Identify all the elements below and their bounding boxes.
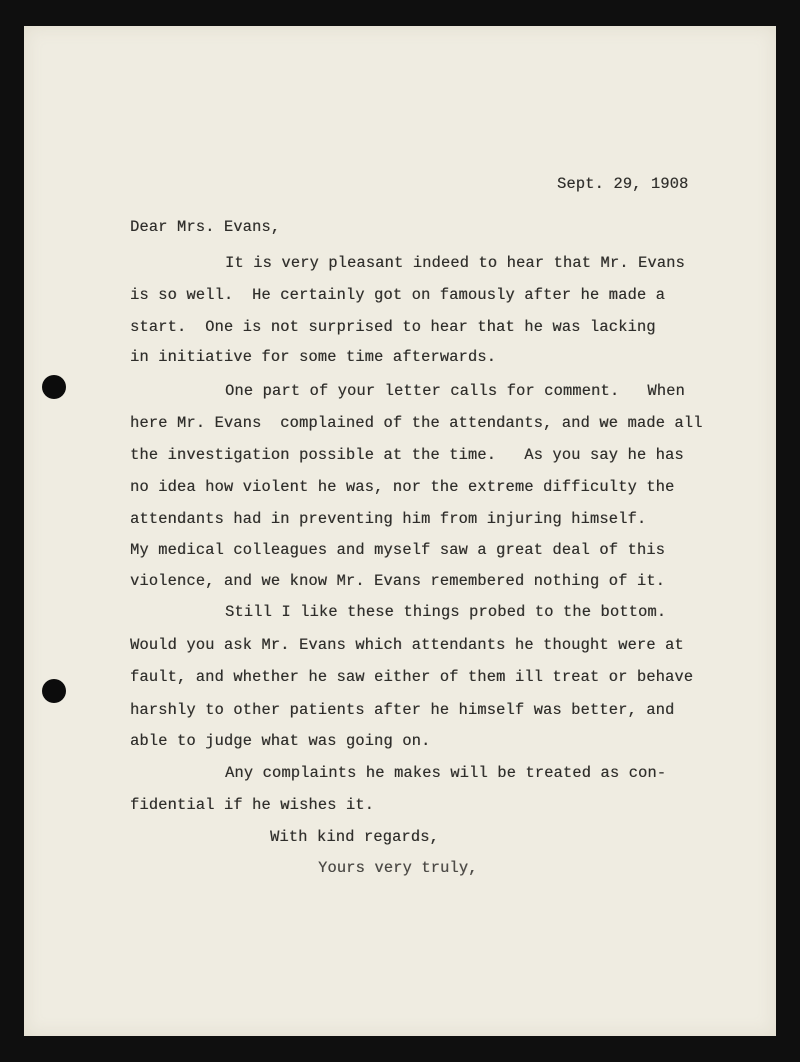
letter-line: violence, and we know Mr. Evans remembered nothing of it. [130, 572, 665, 590]
punch-hole [42, 375, 66, 399]
letter-line: Would you ask Mr. Evans which attendants he thought were at [130, 636, 684, 654]
letter-salutation: Dear Mrs. Evans, [130, 218, 281, 236]
letter-signoff: Yours very truly, [318, 859, 478, 877]
letter-line: here Mr. Evans complained of the attendants, and we made all [130, 414, 703, 432]
letter-line: able to judge what was going on. [130, 732, 431, 750]
letter-line: attendants had in preventing him from injuring himself. [130, 510, 647, 528]
letter-closing: With kind regards, [270, 828, 439, 846]
letter-line: One part of your letter calls for comment. When [225, 382, 685, 400]
letter-line: is so well. He certainly got on famously after he made a [130, 286, 665, 304]
letter-line: My medical colleagues and myself saw a great deal of this [130, 541, 665, 559]
letter-line: fault, and whether he saw either of them ill treat or behave [130, 668, 694, 686]
letter-line: the investigation possible at the time. As you say he has [130, 446, 684, 464]
letter-line: Any complaints he makes will be treated as con- [225, 764, 667, 782]
letter-line: start. One is not surprised to hear that he was lacking [130, 318, 656, 336]
letter-line: Still I like these things probed to the bottom. [225, 603, 667, 621]
letter-line: harshly to other patients after he himself was better, and [130, 701, 675, 719]
letter-date: Sept. 29, 1908 [557, 175, 689, 193]
letter-line: in initiative for some time afterwards. [130, 348, 497, 366]
letter-line: It is very pleasant indeed to hear that Mr. Evans [225, 254, 685, 272]
letter-line: no idea how violent he was, nor the extreme difficulty the [130, 478, 675, 496]
punch-hole [42, 679, 66, 703]
letter-line: fidential if he wishes it. [130, 796, 375, 814]
